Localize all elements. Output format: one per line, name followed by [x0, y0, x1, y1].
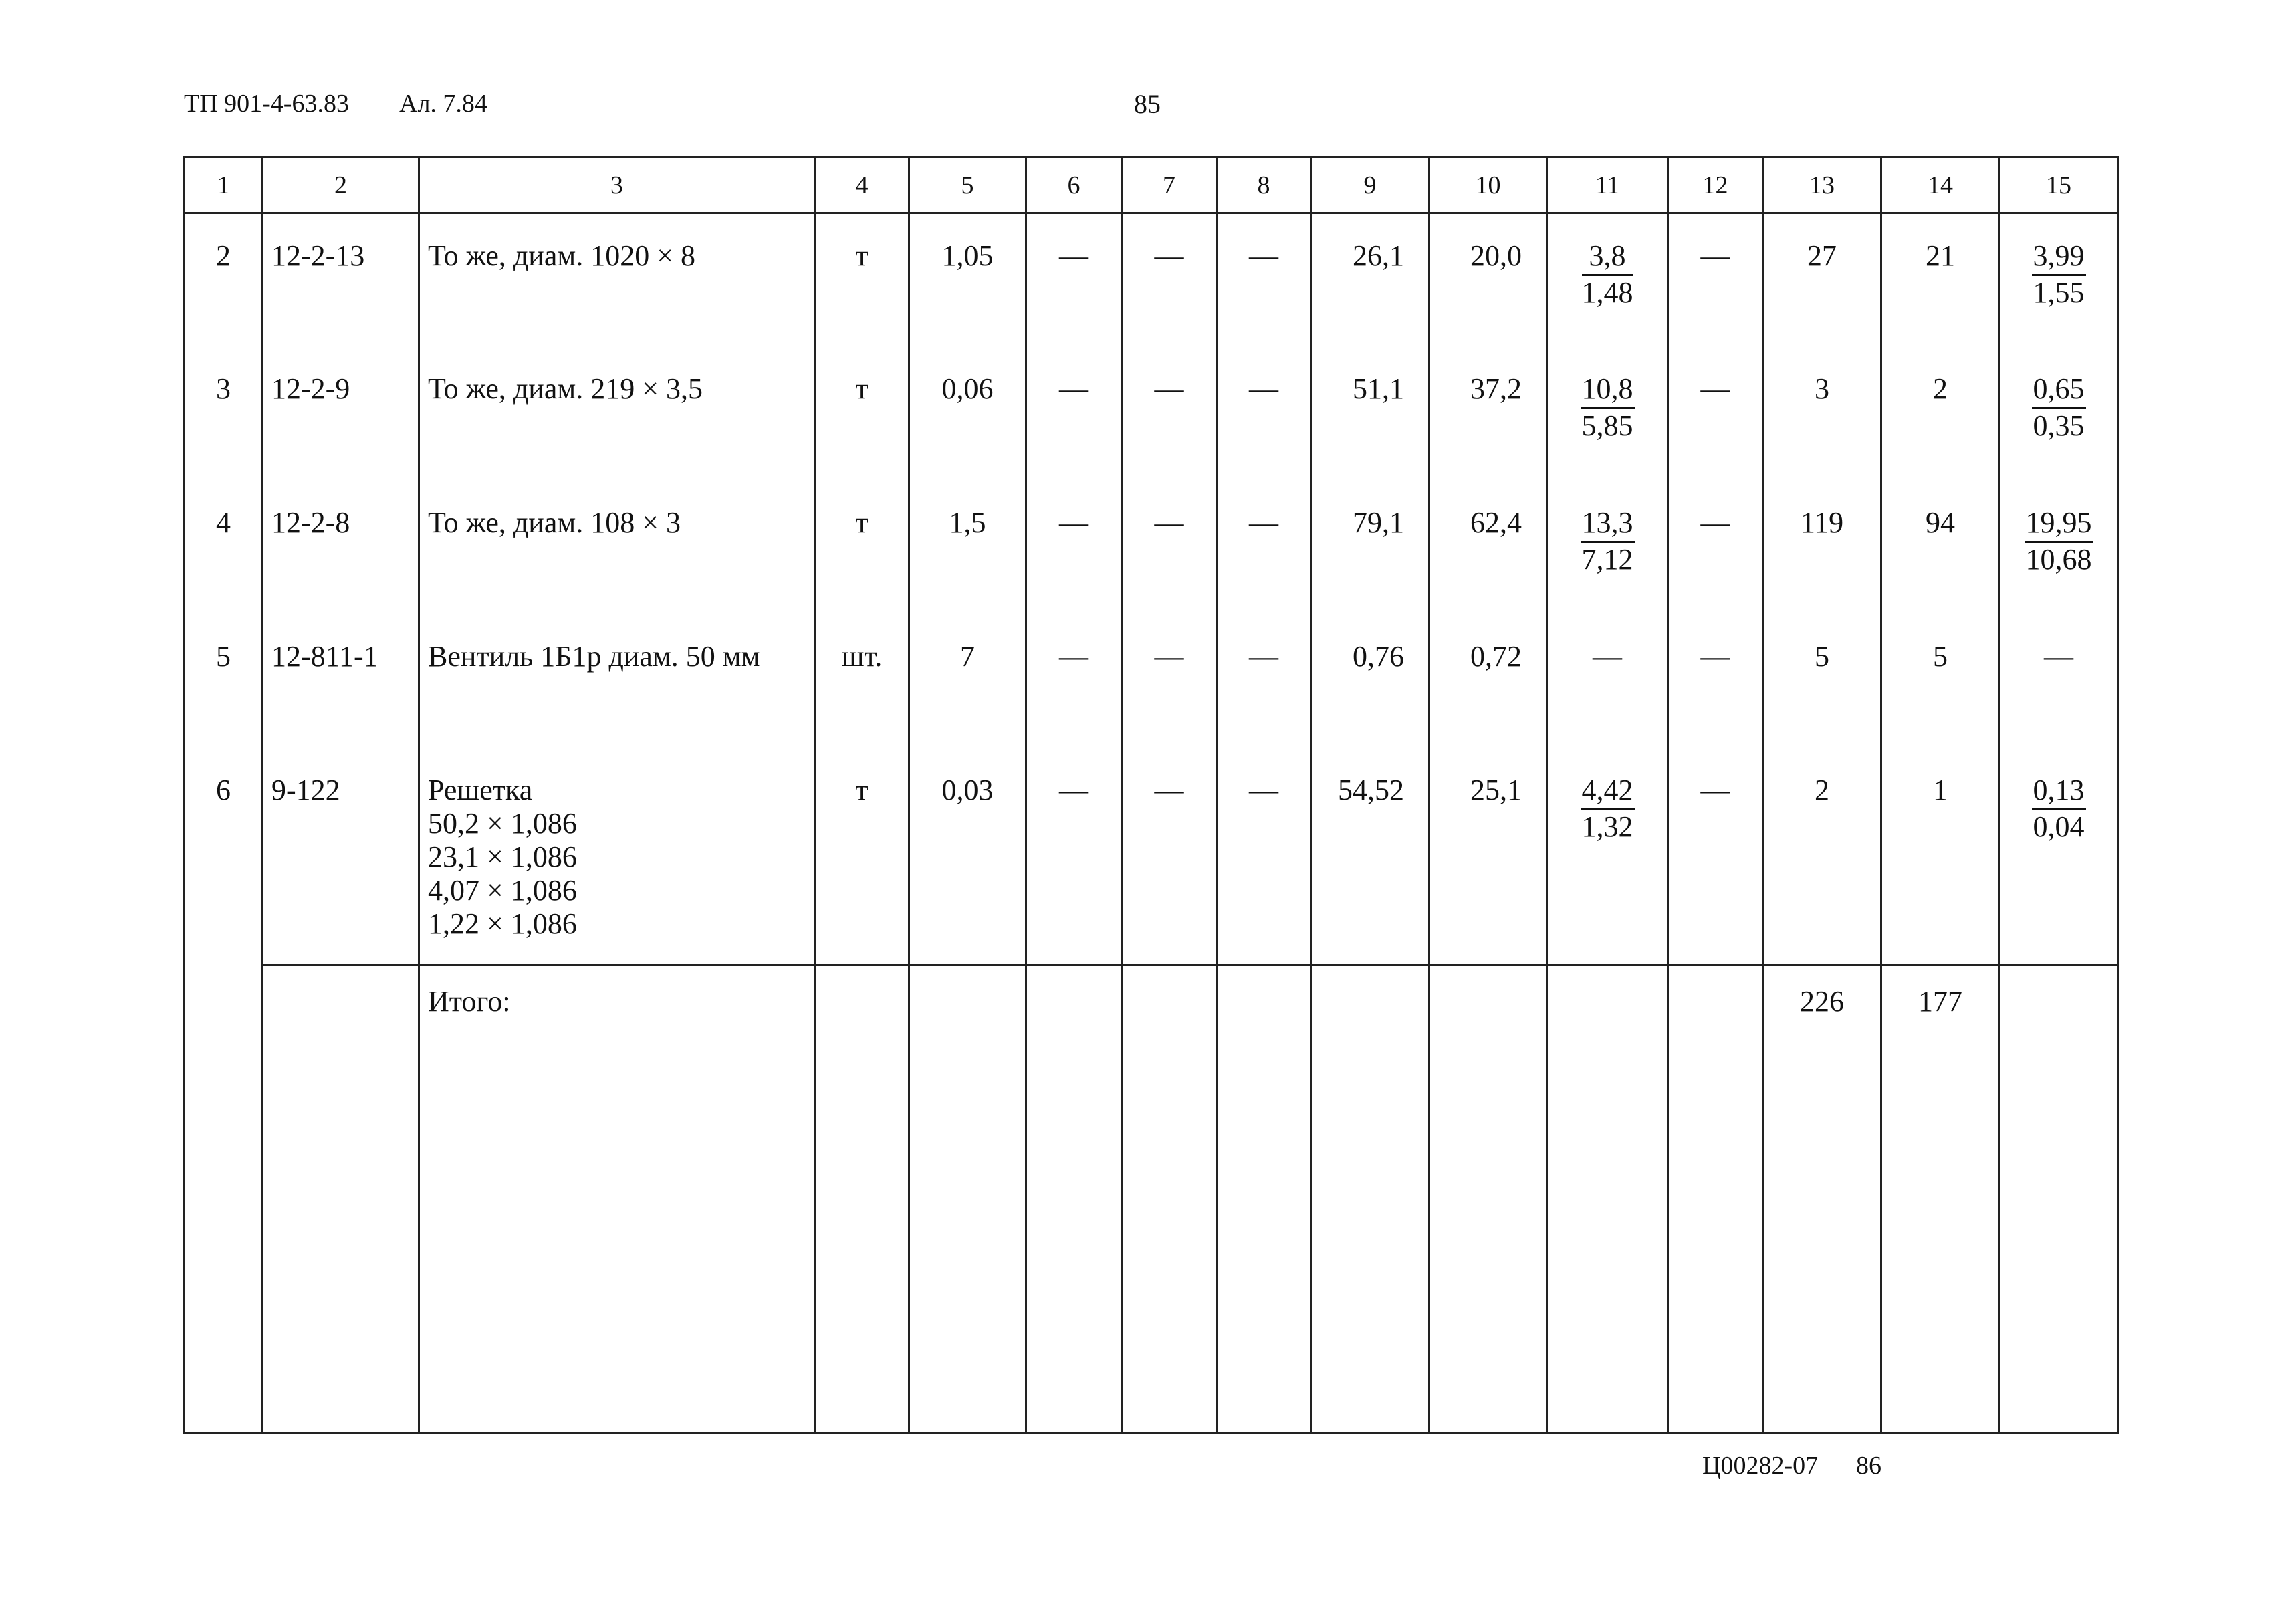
- fraction-numerator: 3,99: [2032, 239, 2086, 276]
- cell-code: 12-2-13: [263, 213, 419, 347]
- cell-c10: 0,72: [1429, 614, 1547, 748]
- cell-c14: 94: [1881, 481, 2000, 614]
- fraction-denominator: 1,55: [2033, 276, 2085, 309]
- cell-item-number: 6: [185, 748, 263, 965]
- footer-code: Ц00282-07: [1702, 1452, 1819, 1480]
- name-line: 4,07 × 1,086: [428, 873, 577, 907]
- cell-c9: 0,76: [1311, 614, 1429, 748]
- cell-name: [419, 481, 815, 614]
- cell-quantity: 0,03: [909, 748, 1026, 965]
- column-header: 11: [1547, 158, 1668, 213]
- total-label: Итого:: [419, 965, 815, 1433]
- fraction: [2025, 506, 2093, 576]
- fraction: [2032, 372, 2086, 443]
- cell-c6: —: [1026, 213, 1122, 347]
- cell-c8: —: [1217, 347, 1311, 481]
- cell-c12: —: [1668, 213, 1763, 347]
- fraction: [1581, 506, 1635, 576]
- cell-item-number: 2: [185, 213, 263, 347]
- column-header: 5: [909, 158, 1026, 213]
- fraction-numerator: 13,3: [1581, 506, 1635, 543]
- column-header: 8: [1217, 158, 1311, 213]
- cell-code: 12-2-8: [263, 481, 419, 614]
- fraction-denominator: 0,04: [2033, 810, 2085, 843]
- cell-empty: [1547, 965, 1668, 1433]
- footer-page-number: 86: [1856, 1452, 1881, 1480]
- sheet-number: Ал. 7.84: [399, 90, 487, 118]
- cell-c8: —: [1217, 481, 1311, 614]
- fraction-denominator: 10,68: [2025, 542, 2092, 576]
- cell-c14: 1: [1881, 748, 2000, 965]
- cell-code: 9-122: [263, 748, 419, 965]
- name-line: То же, диам. 219 × 3,5: [428, 372, 703, 405]
- cell-c6: —: [1026, 748, 1122, 965]
- fraction-denominator: 1,48: [1581, 276, 1633, 309]
- cell-empty: [1668, 965, 1763, 1433]
- cell-c12: —: [1668, 347, 1763, 481]
- cell-c7: —: [1122, 213, 1217, 347]
- cell-c12: —: [1668, 748, 1763, 965]
- cell-empty: [263, 965, 419, 1433]
- fraction-denominator: 7,12: [1581, 542, 1633, 576]
- cell-c8: —: [1217, 213, 1311, 347]
- name-line: Вентиль 1Б1р диам. 50 мм: [428, 639, 760, 673]
- cell-c8: —: [1217, 614, 1311, 748]
- name-line: 23,1 × 1,086: [428, 840, 577, 873]
- cell-empty: [1122, 965, 1217, 1433]
- cell-c7: —: [1122, 748, 1217, 965]
- cell-c9: 79,1: [1311, 481, 1429, 614]
- fraction: [1581, 372, 1635, 443]
- cell-c6: —: [1026, 347, 1122, 481]
- name-line: То же, диам. 1020 × 8: [428, 239, 696, 272]
- column-header: 6: [1026, 158, 1122, 213]
- cell-code: 12-2-9: [263, 347, 419, 481]
- column-number-row: [185, 158, 2118, 213]
- cell-item-number: 4: [185, 481, 263, 614]
- cell-unit: т: [815, 748, 909, 965]
- cell-c9: 26,1: [1311, 213, 1429, 347]
- fraction-denominator: 1,32: [1581, 810, 1633, 843]
- column-header: 3: [419, 158, 815, 213]
- cell-name: [419, 347, 815, 481]
- cell-quantity: 7: [909, 614, 1026, 748]
- column-header: 10: [1429, 158, 1547, 213]
- table-row: [185, 213, 2118, 347]
- cell-c13: 119: [1763, 481, 1881, 614]
- column-header: 9: [1311, 158, 1429, 213]
- cell-c10: 37,2: [1429, 347, 1547, 481]
- fraction: [2032, 774, 2086, 844]
- cell-c9: 54,52: [1311, 748, 1429, 965]
- cell-c15: [2000, 213, 2118, 347]
- fraction-numerator: 0,65: [2032, 372, 2086, 409]
- table-row: [185, 481, 2118, 614]
- fraction-numerator: 10,8: [1581, 372, 1635, 409]
- name-line: То же, диам. 108 × 3: [428, 505, 681, 539]
- cell-c15: [2000, 347, 2118, 481]
- cell-quantity: 1,05: [909, 213, 1026, 347]
- column-header: 1: [185, 158, 263, 213]
- cell-c15: [2000, 481, 2118, 614]
- cell-unit: т: [815, 347, 909, 481]
- fraction: [1581, 774, 1635, 844]
- fraction-denominator: 5,85: [1581, 409, 1633, 442]
- cell-c11: [1547, 347, 1668, 481]
- cell-quantity: 1,5: [909, 481, 1026, 614]
- table-row: [185, 748, 2118, 965]
- total-c14: 177: [1881, 965, 2000, 1433]
- fraction-denominator: 0,35: [2033, 409, 2085, 442]
- column-header: 14: [1881, 158, 2000, 213]
- fraction-numerator: 3,8: [1582, 239, 1633, 276]
- cell-empty: [185, 965, 263, 1433]
- cell-name: [419, 748, 815, 965]
- cell-c9: 51,1: [1311, 347, 1429, 481]
- cell-c15: —: [2000, 614, 2118, 748]
- cell-empty: [1311, 965, 1429, 1433]
- column-header: 7: [1122, 158, 1217, 213]
- fraction-numerator: 19,95: [2025, 506, 2093, 543]
- cell-c6: —: [1026, 614, 1122, 748]
- column-header: 13: [1763, 158, 1881, 213]
- cell-empty: [1429, 965, 1547, 1433]
- cell-code: 12-811-1: [263, 614, 419, 748]
- total-row: [185, 965, 2118, 1433]
- cell-c11: [1547, 481, 1668, 614]
- cell-c13: 3: [1763, 347, 1881, 481]
- cell-c14: 2: [1881, 347, 2000, 481]
- cell-c10: 20,0: [1429, 213, 1547, 347]
- total-c13: 226: [1763, 965, 1881, 1433]
- fraction: [1582, 239, 1633, 310]
- cell-c10: 25,1: [1429, 748, 1547, 965]
- fraction-numerator: 0,13: [2032, 774, 2086, 810]
- cell-c11: —: [1547, 614, 1668, 748]
- name-line: Решетка: [428, 773, 533, 806]
- cell-c12: —: [1668, 614, 1763, 748]
- cell-item-number: 3: [185, 347, 263, 481]
- cell-c7: —: [1122, 481, 1217, 614]
- table-row: [185, 614, 2118, 748]
- cell-c11: [1547, 213, 1668, 347]
- cell-c13: 2: [1763, 748, 1881, 965]
- cell-c14: 21: [1881, 213, 2000, 347]
- cell-unit: т: [815, 481, 909, 614]
- column-header: 4: [815, 158, 909, 213]
- cell-c7: —: [1122, 347, 1217, 481]
- cell-c13: 27: [1763, 213, 1881, 347]
- cell-empty: [1026, 965, 1122, 1433]
- cell-c12: —: [1668, 481, 1763, 614]
- cell-unit: т: [815, 213, 909, 347]
- cell-quantity: 0,06: [909, 347, 1026, 481]
- cell-c6: —: [1026, 481, 1122, 614]
- page-number: 85: [1134, 89, 1161, 119]
- table-row: [185, 347, 2118, 481]
- cell-name: [419, 614, 815, 748]
- fraction-numerator: 4,42: [1581, 774, 1635, 810]
- name-line: 1,22 × 1,086: [428, 907, 577, 940]
- cell-empty: [909, 965, 1026, 1433]
- column-header: 15: [2000, 158, 2118, 213]
- cell-empty: [815, 965, 909, 1433]
- cell-c7: —: [1122, 614, 1217, 748]
- cell-empty: [1217, 965, 1311, 1433]
- cell-empty: [2000, 965, 2118, 1433]
- cell-c15: [2000, 748, 2118, 965]
- specification-table: [183, 156, 2119, 1434]
- name-line: 50,2 × 1,086: [428, 806, 577, 840]
- cell-c13: 5: [1763, 614, 1881, 748]
- cell-c11: [1547, 748, 1668, 965]
- cell-c8: —: [1217, 748, 1311, 965]
- cell-name: [419, 213, 815, 347]
- column-header: 2: [263, 158, 419, 213]
- cell-c10: 62,4: [1429, 481, 1547, 614]
- fraction: [2032, 239, 2086, 310]
- cell-item-number: 5: [185, 614, 263, 748]
- cell-c14: 5: [1881, 614, 2000, 748]
- document-code: ТП 901-4-63.83: [184, 90, 349, 118]
- column-header: 12: [1668, 158, 1763, 213]
- cell-unit: шт.: [815, 614, 909, 748]
